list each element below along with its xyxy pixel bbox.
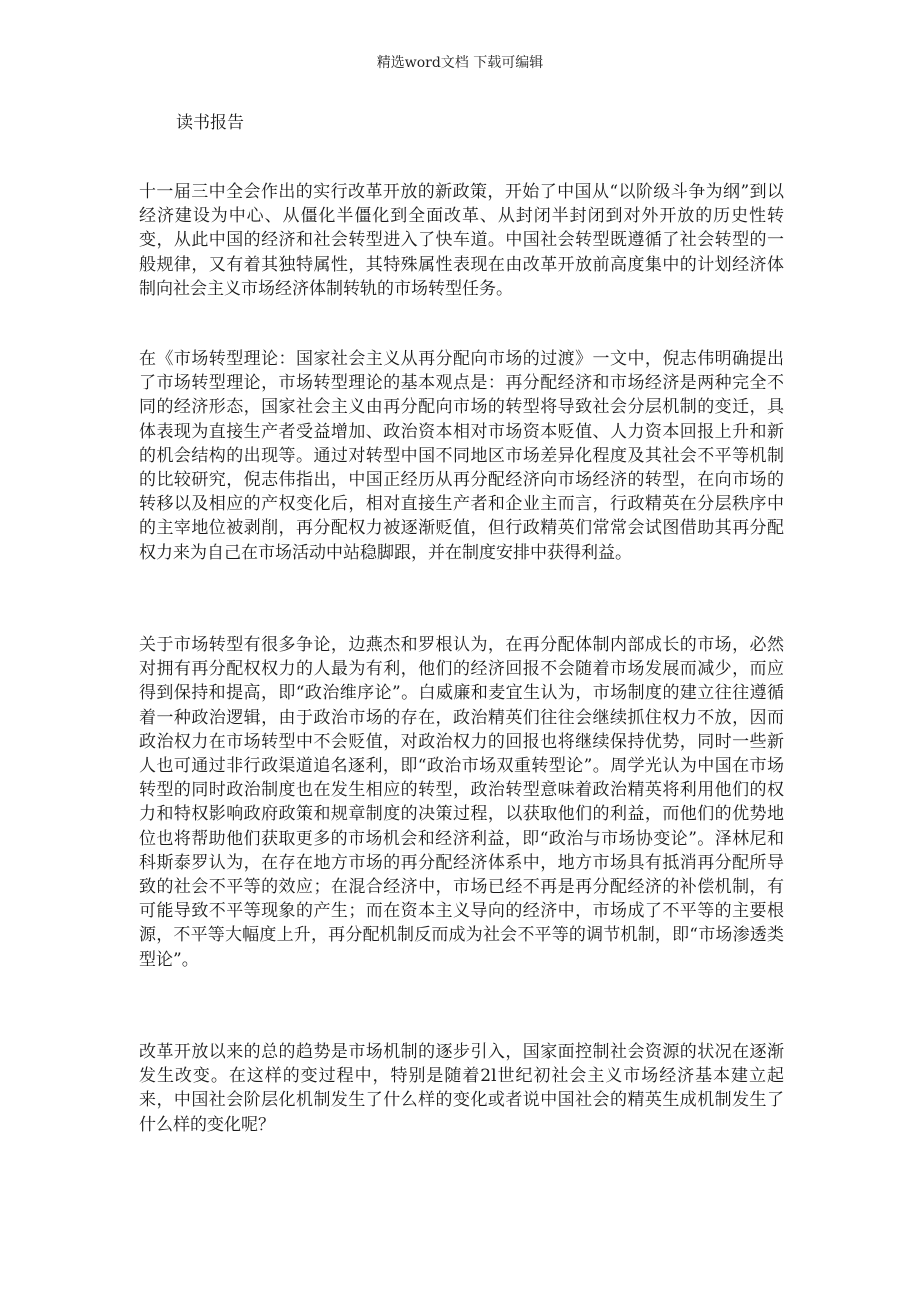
paragraph-1: 十一届三中全会作出的实行改革开放的新政策，开始了中国从“以阶级斗争为纲”到以经济建设为中心、从僵化半僵化到全面改革、从封闭半封闭到对外开放的历史性转变，从此中国的经济和社会转型进入了快车道。中国社会转型既遵循了社会转型的一般规律，又有着其独特属性，其特殊属性表现在由改革开放前高度集中的计划经济体制向社会主义市场经济体制转轨的市场转型任务。 xyxy=(139,182,784,299)
paragraph-2: 在《市场转型理论：国家社会主义从再分配向市场的过渡》一文中，倪志伟明确提出了市场转型理论，市场转型理论的基本观点是：再分配经济和市场经济是两种完全不同的经济形态，国家社会主义由再分配向市场的转型将导致社会分层机制的变迁，具体表现为直接生产者受益增加、政治资本相对市场资本贬值、人力资本回报上升和新的机会结构的出现等。通过对转型中国不同地区市场差异化程度及其社会不平等机制的比较研究，倪志伟指出，中国正经历从再分配经济向市场经济的转型，在向市场的转移以及相应的产权变化后，相对直接生产者和企业主而言，行政精英在分层秩序中的主宰地位被剥削，再分配权力被逐渐贬值，但行政精英们常常会试图借助其再分配权力来为自己在市场活动中站稳脚跟，并在制度安排中获得利益。 xyxy=(139,349,784,563)
paragraph-4: 改革开放以来的总的趋势是市场机制的逐步引入，国家面控制社会资源的状况在逐渐发生改变。在这样的变过程中，特别是随着2l世纪初社会主义市场经济基本建立起来，中国社会阶层化机制发生了什么样的变化或者说中国社会的精英生成机制发生了什么样的变化呢？ xyxy=(139,1042,784,1135)
paragraph-3: 关于市场转型有很多争论，边燕杰和罗根认为，在再分配体制内部成长的市场，必然对拥有再分配权权力的人最为有利，他们的经济回报不会随着市场发展而减少，而应得到保持和提高，即“政治维序论”。白威廉和麦宜生认为，市场制度的建立往往遵循着一种政治逻辑，由于政治市场的存在，政治精英们往往会继续抓住权力不放，因而政治权力在市场转型中不会贬值，对政治权力的回报也将继续保持优势，同时一些新人也可通过非行政渠道追名逐利，即“政治市场双重转型论”。周学光认为中国在市场转型的同时政治制度也在发生相应的转型，政治转型意味着政治精英将利用他们的权力和特权影响政府政策和规章制度的决策过程，以获取他们的利益，而他们的优势地位也将帮助他们获取更多的市场机会和经济利益，即“政治与市场协变论”。泽林尼和科斯泰罗认为，在存在地方市场的再分配经济体系中，地方市场具有抵消再分配所导致的社会不平等的效应；在混合经济中，市场已经不再是再分配经济的补偿机制，有可能导致不平等现象的产生；而在资本主义导向的经济中，市场成了不平等的主要根源，不平等大幅度上升，再分配机制反而成为社会不平等的调节机制，即“市场渗透类型论”。 xyxy=(139,635,784,970)
page-header: 精选word文档 下载可编辑 xyxy=(376,55,544,71)
document-title: 读书报告 xyxy=(176,113,244,133)
